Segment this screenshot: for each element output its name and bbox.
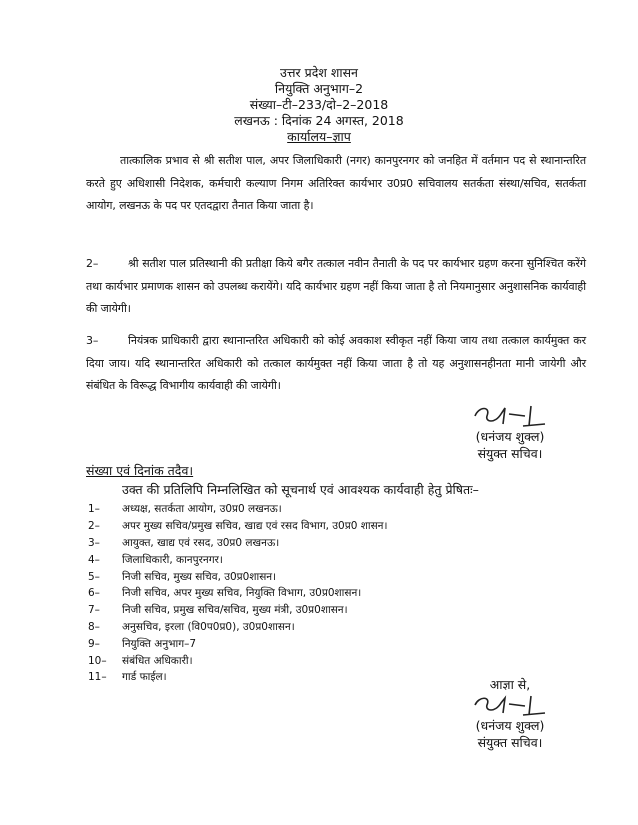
item-text: संबंधित अधिकारी।	[122, 654, 193, 667]
signature-block-1	[440, 402, 580, 462]
signatory-designation: संयुक्त सचिव।	[477, 735, 543, 750]
item-number: 2–	[88, 520, 100, 533]
paragraph-number: 2–	[86, 257, 99, 270]
item-number: 6–	[88, 587, 100, 600]
copy-heading: संख्या एवं दिनांक तदैव।	[86, 463, 194, 478]
item-number: 11–	[88, 671, 107, 684]
copy-intro: उक्त की प्रतिलिपि निम्नलिखित को सूचनार्थ एवं आवश्यक कार्यवाही हेतु प्रेषितः–	[122, 482, 479, 497]
signatory-designation: संयुक्त सचिव।	[477, 446, 543, 461]
order-line: आज्ञा से,	[489, 677, 531, 692]
paragraph-text: नियंत्रक प्राधिकारी द्वारा स्थानान्तरित अधिकारी को कोई अवकाश स्वीकृत नहीं किया जाय तथा तत्काल कार्यमुक्त कर दिया जाय। यदि स्थानान्तरित अधिकारी को तत्काल कार्यमुक्त नहीं किया जाता है तो यह अनुशासनहीनता मानी जायेगी और संबंधित के विरूद्ध विभागीय कार्यवाही की जायेगी।	[86, 334, 586, 392]
paragraph-2	[86, 253, 586, 321]
item-number: 9–	[88, 637, 100, 650]
paragraph-number: 3–	[86, 334, 99, 347]
government-name: उत्तर प्रदेश शासन	[280, 65, 358, 80]
list-item	[88, 501, 528, 518]
item-text: अध्यक्ष, सतर्कता आयोग, उ0प्र0 लखनऊ।	[122, 503, 282, 516]
list-item	[88, 535, 528, 552]
handwritten-signature	[465, 402, 555, 428]
item-number: 5–	[88, 570, 100, 583]
item-number: 1–	[88, 503, 100, 516]
memo-type: कार्यालय–ज्ञाप	[287, 129, 351, 144]
item-number: 10–	[88, 654, 107, 667]
paragraph-text: तात्कालिक प्रभाव से श्री सतीश पाल, अपर जिलाधिकारी (नगर) कानपुरनगर को जनहित में वर्तमान पद से स्थानान्तरित करते हुए अधिशासी निदेशक, कर्मचारी कल्याण निगम अतिरिक्त कार्यभार उ0प्र0 सचिवालय सतर्कता संस्था/सचिव, सतर्कता आयोग, लखनऊ के पद पर एतदद्वारा तैनात किया जाता है।	[86, 154, 586, 212]
item-number: 8–	[88, 620, 100, 633]
item-text: अनुसचिव, इरला (वि0प0प्र0), उ0प्र0शासन।	[122, 620, 295, 633]
paragraph-3	[86, 330, 586, 398]
signatory-name: (धनंजय शुक्ल)	[475, 429, 545, 444]
list-item	[88, 652, 528, 669]
signature-block-2	[440, 676, 580, 751]
list-item	[88, 568, 528, 585]
item-text: निजी सचिव, प्रमुख सचिव/सचिव, मुख्य मंत्री, उ0प्र0शासन।	[122, 604, 348, 617]
item-number: 4–	[88, 553, 100, 566]
list-item	[88, 602, 528, 619]
place-date: लखनऊ : दिनांक 24 अगस्त, 2018	[234, 113, 404, 128]
item-text: आयुक्त, खाद्य एवं रसद, उ0प्र0 लखनऊ।	[122, 536, 280, 549]
item-text: गार्ड फाईल।	[122, 671, 167, 684]
list-item	[88, 619, 528, 636]
item-text: नियुक्ति अनुभाग–7	[122, 637, 197, 650]
list-item	[88, 551, 528, 568]
item-number: 7–	[88, 604, 100, 617]
list-item	[88, 635, 528, 652]
paragraph-1	[86, 150, 586, 218]
list-item	[88, 518, 528, 535]
section-name: नियुक्ति अनुभाग–2	[274, 81, 364, 96]
reference-number: संख्या–टी–233/दो–2–2018	[249, 97, 389, 112]
item-text: निजी सचिव, मुख्य सचिव, उ0प्र0शासन।	[122, 570, 277, 583]
item-text: निजी सचिव, अपर मुख्य सचिव, नियुक्ति विभाग, उ0प्र0शासन।	[122, 587, 362, 600]
copy-recipient-list	[88, 501, 528, 686]
paragraph-text: श्री सतीश पाल प्रतिस्थानी की प्रतीक्षा किये बगैर तत्काल नवीन तैनाती के पद पर कार्यभार ग्रहण करना सुनिश्चित करेंगे तथा कार्यभार प्रमाणक शासन को उपलब्ध करायेंगे। यदि कार्यभार ग्रहण नहीं किया जाता है तो नियमानुसार अनुशासनिक कार्यवाही की जायेगी।	[86, 257, 586, 315]
item-text: जिलाधिकारी, कानपुरनगर।	[122, 553, 223, 566]
item-number: 3–	[88, 536, 100, 549]
document-header	[0, 65, 638, 145]
list-item	[88, 585, 528, 602]
signatory-name: (धनंजय शुक्ल)	[475, 718, 545, 733]
handwritten-signature	[465, 693, 555, 717]
item-text: अपर मुख्य सचिव/प्रमुख सचिव, खाद्य एवं रसद विभाग, उ0प्र0 शासन।	[122, 520, 388, 533]
